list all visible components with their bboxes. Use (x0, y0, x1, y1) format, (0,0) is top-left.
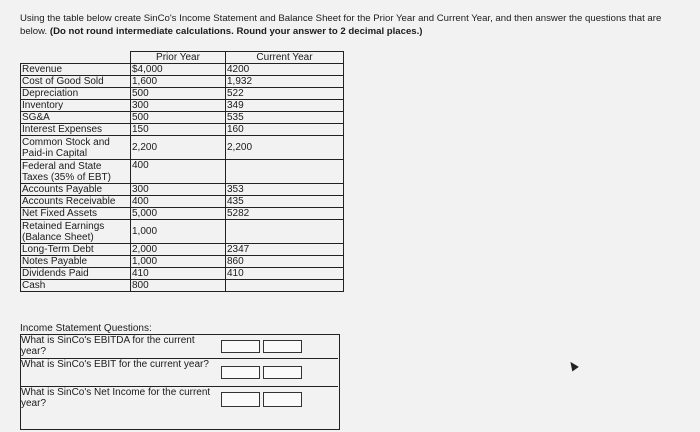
ebitda-answer-input-secondary[interactable] (263, 340, 302, 353)
table-row (21, 280, 344, 292)
prior-year-cell[interactable]: 2,200 (131, 136, 226, 160)
table-row (21, 64, 344, 76)
current-year-cell[interactable] (226, 160, 344, 184)
financial-data-table (20, 51, 344, 292)
prior-year-cell[interactable]: $4,000 (131, 64, 226, 76)
prior-year-cell[interactable]: 2,000 (131, 244, 226, 256)
question-text: What is SinCo's Net Income for the current year? (21, 387, 211, 409)
table-row (21, 268, 344, 280)
current-year-cell[interactable]: 2,200 (226, 136, 344, 160)
question-text: What is SinCo's EBIT for the current year? (21, 359, 209, 370)
prior-year-cell[interactable]: 410 (131, 268, 226, 280)
row-label: Dividends Paid (21, 268, 131, 280)
row-label: Interest Expenses (21, 124, 131, 136)
current-year-cell[interactable]: 522 (226, 88, 344, 100)
row-label: Cash (21, 280, 131, 292)
question-text: What is SinCo's EBITDA for the current year? (21, 335, 195, 357)
prior-year-cell[interactable]: 800 (131, 280, 226, 292)
net-income-answer-input-secondary[interactable] (263, 392, 302, 407)
row-label: Federal and State Taxes (35% of EBT) (21, 160, 131, 184)
table-row (21, 112, 344, 124)
ebitda-answer-input[interactable] (221, 340, 260, 353)
table-header-row (21, 52, 344, 64)
instructions-bold-text: (Do not round intermediate calculations. Round your answer to 2 decimal places.) (49, 25, 423, 37)
row-label: SG&A (21, 112, 131, 124)
prior-year-cell[interactable]: 1,600 (131, 76, 226, 88)
prior-year-cell[interactable]: 1,000 (131, 256, 226, 268)
current-year-cell[interactable]: 4200 (226, 64, 344, 76)
table-row (21, 100, 344, 112)
table-row (21, 208, 344, 220)
row-label: Net Fixed Assets (21, 208, 131, 220)
row-label: Long-Term Debt (21, 244, 131, 256)
instructions (20, 13, 686, 38)
current-year-cell[interactable] (226, 220, 344, 244)
row-label: Retained Earnings (Balance Sheet) (21, 220, 131, 244)
header-label (21, 52, 131, 64)
question-row-ebit (20, 358, 338, 386)
prior-year-cell[interactable]: 300 (131, 184, 226, 196)
table-row (21, 76, 344, 88)
prior-year-cell[interactable]: 1,000 (131, 220, 226, 244)
current-year-cell[interactable] (226, 280, 344, 292)
prior-year-cell[interactable]: 500 (131, 112, 226, 124)
prior-year-cell[interactable]: 150 (131, 124, 226, 136)
table-row (21, 220, 344, 244)
current-year-cell[interactable]: 435 (226, 196, 344, 208)
table-row (21, 88, 344, 100)
row-label: Accounts Payable (21, 184, 131, 196)
row-label: Revenue (21, 64, 131, 76)
table-row (21, 160, 344, 184)
current-year-cell[interactable]: 5282 (226, 208, 344, 220)
prior-year-cell[interactable]: 300 (131, 100, 226, 112)
current-year-cell[interactable]: 349 (226, 100, 344, 112)
row-label: Accounts Receivable (21, 196, 131, 208)
table-row (21, 256, 344, 268)
current-year-cell[interactable]: 410 (226, 268, 344, 280)
table-row (21, 136, 344, 160)
questions-section (20, 323, 338, 432)
current-year-cell[interactable]: 860 (226, 256, 344, 268)
header-current-year: Current Year (226, 52, 344, 64)
prior-year-cell[interactable]: 400 (131, 160, 226, 184)
current-year-cell[interactable]: 535 (226, 112, 344, 124)
current-year-cell[interactable]: 160 (226, 124, 344, 136)
current-year-cell[interactable]: 1,932 (226, 76, 344, 88)
row-label: Cost of Good Sold (21, 76, 131, 88)
current-year-cell[interactable]: 2347 (226, 244, 344, 256)
table-row (21, 184, 344, 196)
row-label: Inventory (21, 100, 131, 112)
row-label: Common Stock and Paid-in Capital (21, 136, 131, 160)
question-row-ebitda (20, 334, 338, 358)
current-year-cell[interactable]: 353 (226, 184, 344, 196)
table-row (21, 244, 344, 256)
table-row (21, 196, 344, 208)
questions-title: Income Statement Questions: (20, 323, 152, 334)
prior-year-cell[interactable]: 400 (131, 196, 226, 208)
row-label: Depreciation (21, 88, 131, 100)
row-label: Notes Payable (21, 256, 131, 268)
ebit-answer-input-secondary[interactable] (263, 366, 302, 379)
question-row-net-income (20, 386, 338, 432)
ebit-answer-input[interactable] (221, 366, 260, 379)
prior-year-cell[interactable]: 500 (131, 88, 226, 100)
header-prior-year: Prior Year (131, 52, 226, 64)
net-income-answer-input[interactable] (221, 392, 260, 407)
mouse-cursor-icon (567, 360, 579, 372)
instructions-text: Using the table below create SinCo's Income Statement and Balance Sheet for the Prior Year and Current Year, and then answer the questions that are below. (20, 13, 662, 37)
table-row (21, 124, 344, 136)
prior-year-cell[interactable]: 5,000 (131, 208, 226, 220)
